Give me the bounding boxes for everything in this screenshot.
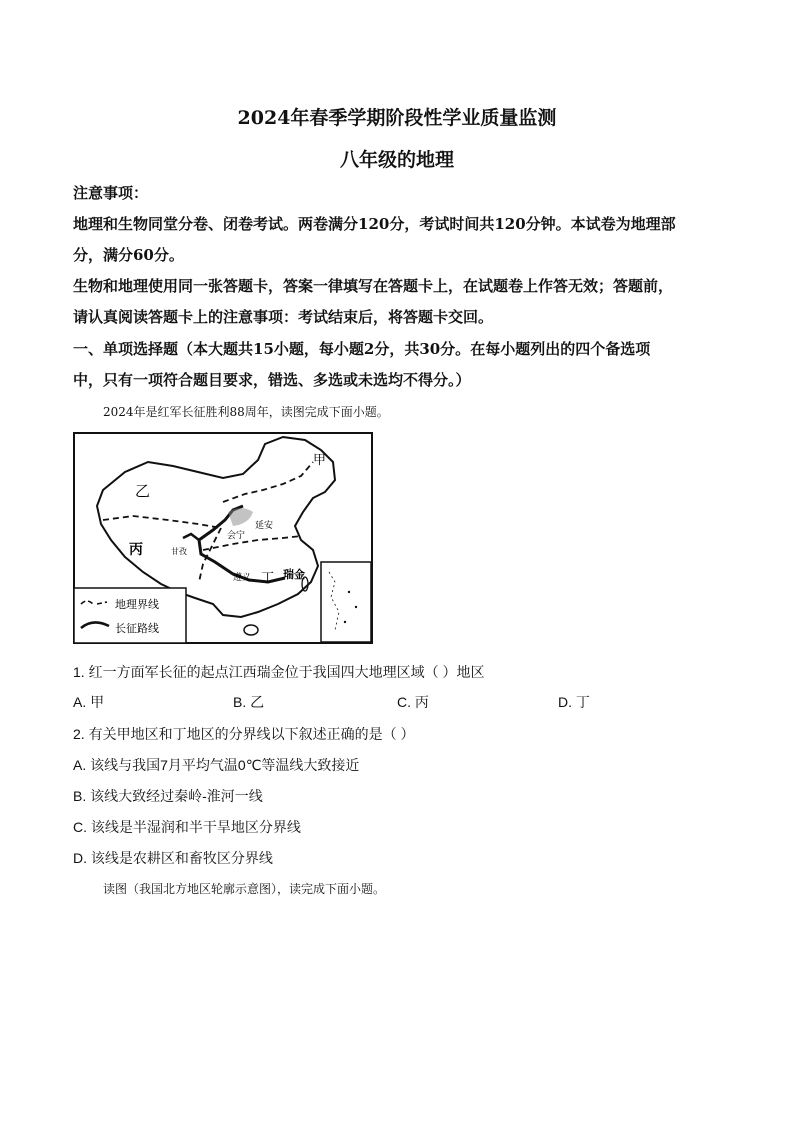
- q2-option-d[interactable]: D. 该线是农耕区和畜牧区分界线: [73, 850, 273, 866]
- region-label-ding: 丁: [261, 571, 275, 586]
- notice-heading: 注意事项：: [73, 184, 149, 202]
- region-label-jia: 甲: [313, 453, 327, 468]
- place-label-ganzi: 甘孜: [171, 547, 187, 556]
- exam-subtitle: 八年级的地理: [339, 149, 454, 171]
- question-2: 2. 有关甲地区和丁地区的分界线以下叙述正确的是（ ）: [73, 726, 415, 742]
- q1-option-b[interactable]: B. 乙: [233, 694, 265, 710]
- place-label-huining: 会宁: [227, 531, 246, 541]
- notice-paragraph-1-line-1: 地理和生物同堂分卷、闭卷考试。两卷满分120分，考试时间共120分钟。本试卷为地理部: [73, 215, 676, 233]
- legend-boundary-label: 地理界线: [115, 598, 159, 611]
- legend-route-label: 长征路线: [115, 622, 159, 635]
- china-map-figure: [73, 432, 373, 644]
- notice-paragraph-2-line-2: 请认真阅读答题卡上的注意事项：考试结束后，将答题卡交回。: [73, 308, 494, 326]
- place-label-ruijin: 瑞金: [283, 568, 305, 581]
- q2-option-b[interactable]: B. 该线大致经过秦岭-淮河一线: [73, 788, 263, 804]
- q2-option-a[interactable]: A. 该线与我国7月平均气温0℃等温线大致接近: [73, 757, 360, 773]
- q1-option-c[interactable]: C. 丙: [397, 694, 429, 710]
- section-heading-line-1: 一、单项选择题（本大题共15小题，每小题2分，共30分。在每小题列出的四个备选项: [73, 340, 651, 358]
- q2-option-c[interactable]: C. 该线是半湿润和半干旱地区分界线: [73, 819, 301, 835]
- region-label-bing: 丙: [129, 542, 143, 558]
- notice-paragraph-2-line-1: 生物和地理使用同一张答题卡，答案一律填写在答题卡上，在试题卷上作答无效；答题前，: [73, 277, 674, 295]
- question-1: 1. 红一方面军长征的起点江西瑞金位于我国四大地理区域（ ）地区: [73, 664, 485, 680]
- region-label-yi: 乙: [135, 482, 151, 500]
- exam-title: 2024年春季学期阶段性学业质量监测: [237, 107, 557, 129]
- q1-option-a[interactable]: A. 甲: [73, 694, 105, 710]
- intro-text-1: 2024年是红军长征胜利88周年，读图完成下面小题。: [103, 405, 389, 419]
- place-label-zunyi: 遵义: [233, 573, 252, 583]
- notice-paragraph-1-line-2: 分，满分60分。: [73, 246, 184, 264]
- q1-option-d[interactable]: D. 丁: [558, 694, 590, 710]
- intro-text-2: 读图（我国北方地区轮廓示意图），读完成下面小题。: [103, 882, 386, 896]
- place-label-yanan: 延安: [255, 521, 274, 531]
- section-heading-line-2: 中，只有一项符合题目要求，错选、多选或未选均不得分。）: [73, 371, 471, 389]
